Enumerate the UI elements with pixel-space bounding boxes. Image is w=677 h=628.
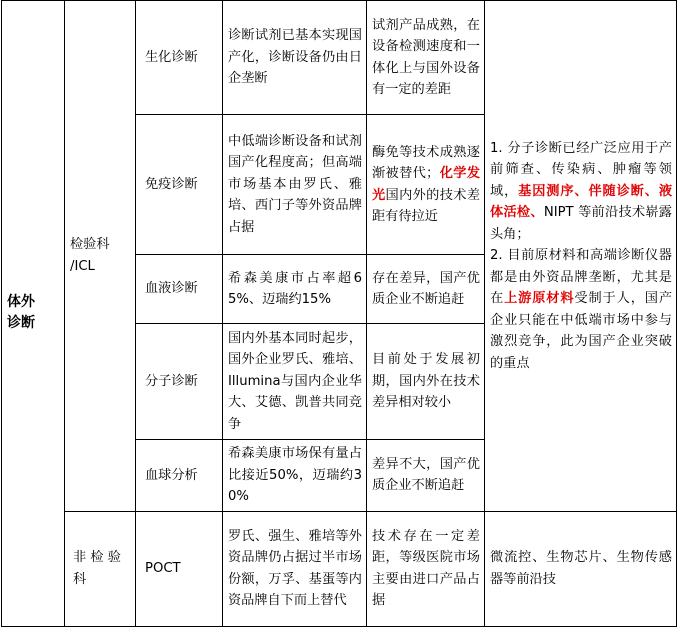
- highlight-text: 上游原材料: [504, 291, 575, 306]
- gap-cell: 技术存在一定差距，等级医院市场主要由进口产品占据: [367, 511, 485, 626]
- status-cell: 罗氏、强生、雅培等外资品牌仍占据过半市场份额，万孚、基蛋等内资品牌自下而上替代: [223, 511, 367, 626]
- gap-cell: 差异不大，国产优质企业不断追赶: [367, 440, 485, 512]
- nonlab-cell: 非 检 验 科: [65, 511, 136, 626]
- subcategory-cell: 血球分析: [136, 440, 223, 512]
- gap-cell: 试剂产品成熟，在设备检测速度和一体化上与国外设备有一定的差距: [367, 1, 485, 115]
- category-cell: 体外 诊断: [2, 1, 65, 627]
- status-cell: 希森美康市场保有量占比接近50%，迈瑞约30%: [223, 440, 367, 512]
- subcategory-cell: 分子诊断: [136, 324, 223, 440]
- highlight-text: 化学发光: [372, 166, 481, 203]
- status-cell: 中低端诊断设备和试剂国产化程度高；但高端市场基本由罗氏、雅培、西门子等外资品牌占据: [223, 115, 367, 255]
- gap-cell: 存在差异，国产优质企业不断追赶: [367, 255, 485, 324]
- subcategory-cell: POCT: [136, 511, 223, 626]
- status-cell: 希森美康市占率超65%、迈瑞约15%: [223, 255, 367, 324]
- ivd-comparison-table: [1, 0, 677, 627]
- subcategory-cell: 生化诊断: [136, 1, 223, 115]
- status-cell: 国内外基本同时起步，国外企业罗氏、雅培、Illumina与国内企业华大、艾德、凯普共同竞争: [223, 324, 367, 440]
- gap-cell: 目前处于发展初期，国内外在技术差异相对较小: [367, 324, 485, 440]
- highlight-text: 基因测序、伴随诊断、液体活检、: [490, 183, 673, 220]
- trend-cell: 1. 分子诊断已经广泛应用于产前筛查、传染病、肿瘤等领域，基因测序、伴随诊断、液体活检、NIPT 等前沿技术崭露头角； 2. 目前原材料和高端诊断仪器都是由外资品牌垄断，尤其是在上游原材料受制于人，国产企业只能在中低端市场中参与激烈竞争，此为国产企业突破的重点: [485, 1, 677, 512]
- subcategory-cell: 血液诊断: [136, 255, 223, 324]
- subcategory-cell: 免疫诊断: [136, 115, 223, 255]
- gap-cell: 酶免等技术成熟逐渐被替代；化学发光国内外的技术差距有待拉近: [367, 115, 485, 255]
- status-cell: 诊断试剂已基本实现国产化，诊断设备仍由日企垄断: [223, 1, 367, 115]
- lab-cell: 检验科 /ICL: [65, 1, 136, 512]
- poct-trend-cell: 微流控、生物芯片、生物传感器等前沿技: [485, 511, 677, 626]
